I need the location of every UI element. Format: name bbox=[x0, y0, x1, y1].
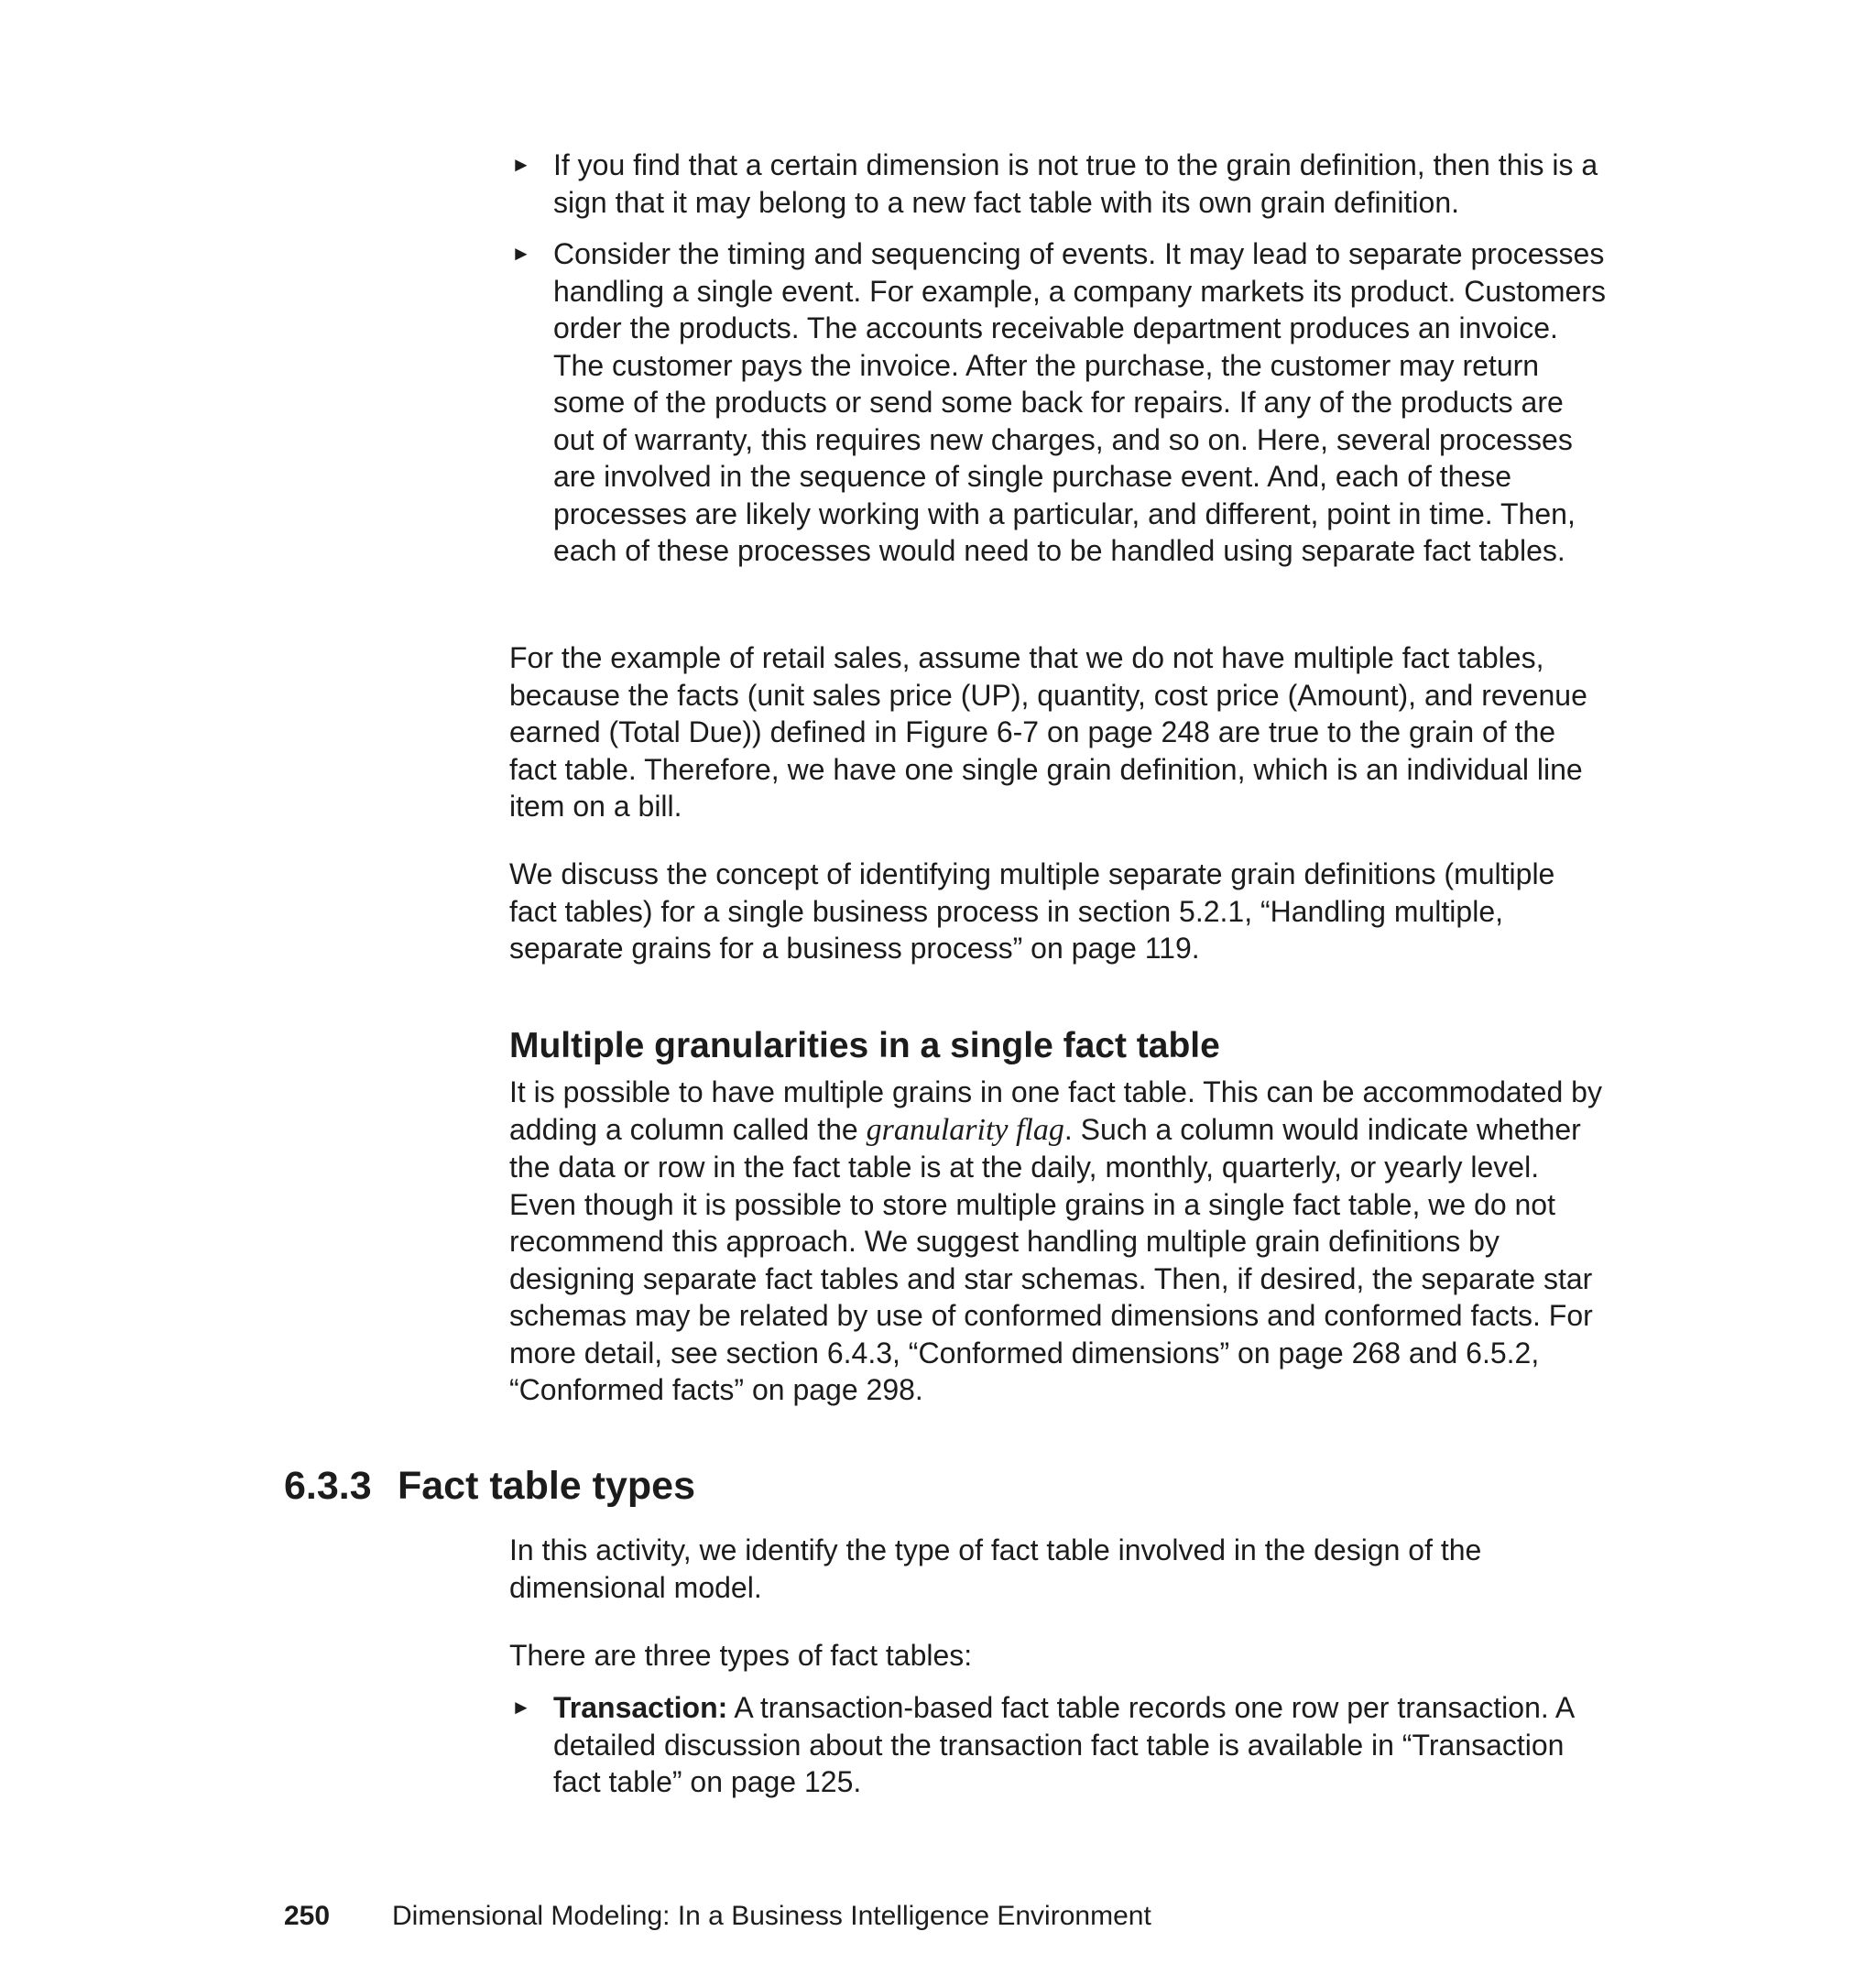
text-run: It is possible to have multiple grains in one fact table. This can be accommodated by adding a column called the bbox=[509, 1075, 1602, 1146]
paragraph-text: For the example of retail sales, assume that we do not have multiple fact tables, because the facts (unit sales price (UP), quantity, cost price (Amount), and revenue earned (Total Due)) defined in Figure 6-7 on page 248 are true to the grain of the fact table. Therefore, we have one single grain definition, which is an individual line item on a bill. bbox=[509, 641, 1587, 823]
bullet-list bbox=[509, 147, 1609, 570]
page-footer bbox=[284, 1900, 1151, 1933]
transaction-bullet-block bbox=[509, 1689, 1609, 1801]
triangle-bullet-icon: ► bbox=[511, 153, 531, 176]
bullet-text: If you find that a certain dimension is not true to the grain definition, then this is a sign that it may belong to a new fact table with its own grain definition. bbox=[553, 148, 1598, 219]
paragraph-discuss bbox=[509, 856, 1609, 967]
book-title: Dimensional Modeling: In a Business Intelligence Environment bbox=[392, 1901, 1151, 1931]
paragraph-activity bbox=[509, 1532, 1609, 1606]
top-bullet-block bbox=[509, 147, 1609, 570]
triangle-bullet-icon: ► bbox=[511, 1696, 531, 1719]
section-heading bbox=[284, 1462, 695, 1510]
paragraph-text: We discuss the concept of identifying multiple separate grain definitions (multiple fact tables) for a single business process in section 5.2.1, “Handling multiple, separate grains for a business process” on page 119. bbox=[509, 857, 1555, 965]
italic-term: granularity flag bbox=[866, 1112, 1064, 1147]
paragraph-retail bbox=[509, 639, 1609, 825]
triangle-bullet-icon: ► bbox=[511, 242, 531, 265]
section-number: 6.3.3 bbox=[284, 1464, 372, 1508]
paragraph-granularity bbox=[509, 1074, 1609, 1409]
bullet-term: Transaction: bbox=[553, 1691, 728, 1724]
bullet-item bbox=[509, 1689, 1609, 1801]
paragraph-three-types bbox=[509, 1637, 1609, 1675]
bullet-list bbox=[509, 1689, 1609, 1801]
paragraph-text: There are three types of fact tables: bbox=[509, 1639, 973, 1672]
paragraph-text: In this activity, we identify the type of fact table involved in the design of the dimensional model. bbox=[509, 1533, 1482, 1604]
paragraph-text bbox=[509, 1074, 1609, 1409]
bullet-item bbox=[509, 147, 1609, 221]
bullet-item bbox=[509, 235, 1609, 570]
page-number: 250 bbox=[284, 1901, 331, 1931]
bullet-text: A transaction-based fact table records one row per transaction. A detailed discussion about the transaction fact table is available in “Transaction fact table” on page 125. bbox=[553, 1691, 1574, 1798]
section-title: Fact table types bbox=[398, 1464, 695, 1508]
subsection-heading: Multiple granularities in a single fact table bbox=[509, 1026, 1220, 1065]
bullet-text: Consider the timing and sequencing of events. It may lead to separate processes handling a single event. For example, a company markets its product. Customers order the products. The accounts receivable department produces an invoice. The customer pays the invoice. After the purchase, the customer may return some of the products or send some back for repairs. If any of the products are out of warranty, this requires new charges, and so on. Here, several processes are involved in the sequence of single purchase event. And, each of these processes are likely working with a particular, and different, point in time. Then, each of these processes would need to be handled using separate fact tables. bbox=[553, 237, 1606, 567]
text-run: . Such a column would indicate whether the data or row in the fact table is at the daily, monthly, quarterly, or yearly level. Even though it is possible to store multiple grains in a single fact table, we do not recommend this approach. We suggest handling multiple grain definitions by designing separate fact tables and star schemas. Then, if desired, the separate star schemas may be related by use of conformed dimensions and conformed facts. For more detail, see section 6.4.3, “Conformed dimensions” on page 268 and 6.5.2, “Conformed facts” on page 298. bbox=[509, 1112, 1593, 1406]
